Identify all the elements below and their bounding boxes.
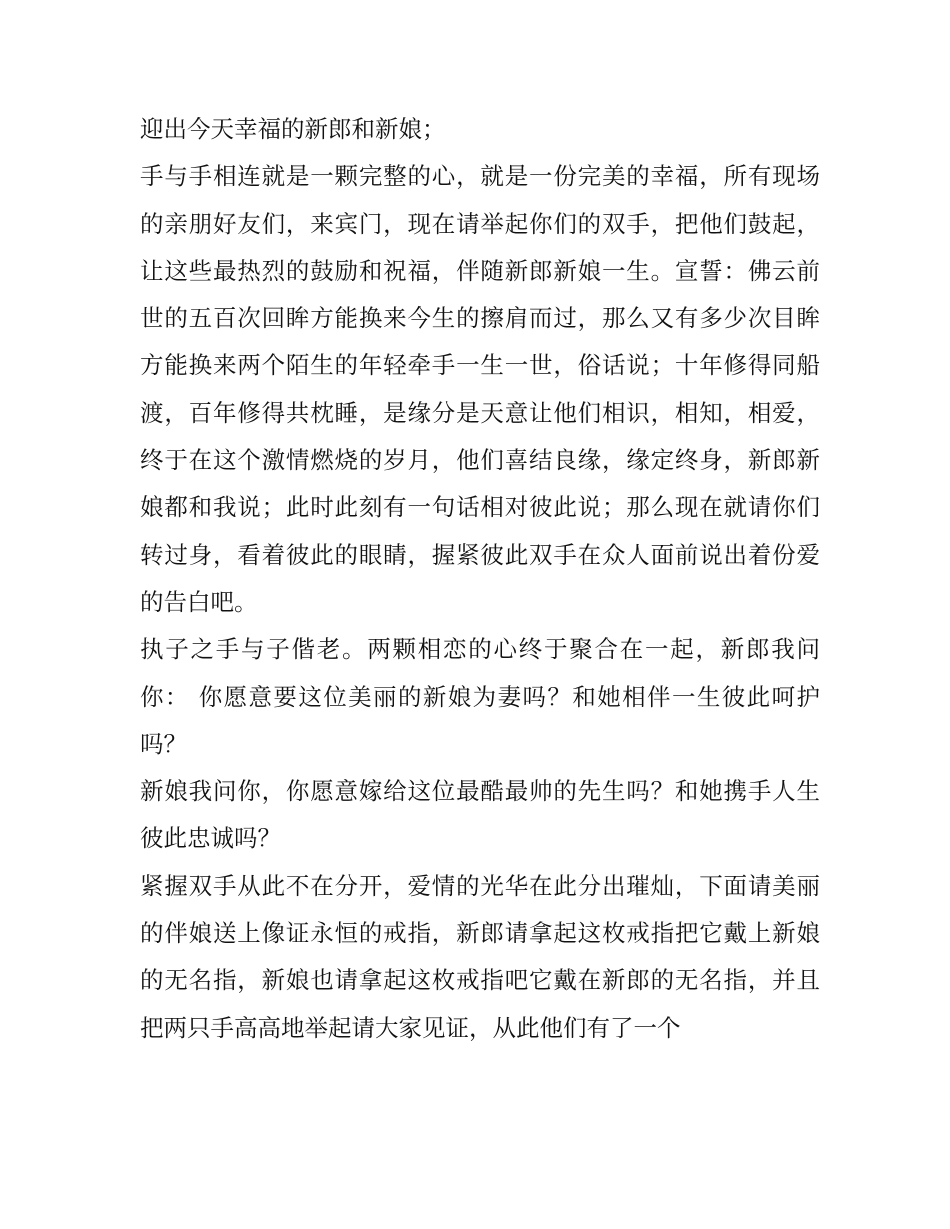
paragraph-3: 执子之手与子偕老。两颗相恋的心终于聚合在一起，新郎我问你： 你愿意要这位美丽的新娘为妻吗？和她相伴一生彼此呵护吗？	[140, 635, 820, 758]
paragraph-1: 迎出今天幸福的新郎和新娘；	[140, 115, 446, 143]
paragraph-5: 紧握双手从此不在分开，爱情的光华在此分出璀灿，下面请美丽的伴娘送上像证永恒的戒指，新郎请拿起这枚戒指把它戴上新娘的无名指，新娘也请拿起这枚戒指吧它戴在新郎的无名指，并且把两只手高高地举起请大家见证，从此他们有了一个	[140, 871, 820, 1042]
document-body	[140, 106, 820, 1052]
paragraph-4: 新娘我问你，你愿意嫁给这位最酷最帅的先生吗？和她携手人生彼此忠诚吗？	[140, 777, 820, 853]
paragraph-2: 手与手相连就是一颗完整的心，就是一份完美的幸福，所有现场的亲朋好友们，来宾门，现在请举起你们的双手，把他们鼓起，让这些最热烈的鼓励和祝福，伴随新郎新娘一生。宣誓：佛云前世的五百次回眸方能换来今生的擦肩而过，那么又有多少次目眸方能换来两个陌生的年轻牵手一生一世，俗话说；十年修得同船渡，百年修得共枕睡，是缘分是天意让他们相识，相知，相爱，终于在这个激情燃烧的岁月，他们喜结良缘，缘定终身，新郎新娘都和我说；此时此刻有一句话相对彼此说；那么现在就请你们转过身，看着彼此的眼睛，握紧彼此双手在众人面前说出着份爱的告白吧。	[140, 162, 820, 616]
